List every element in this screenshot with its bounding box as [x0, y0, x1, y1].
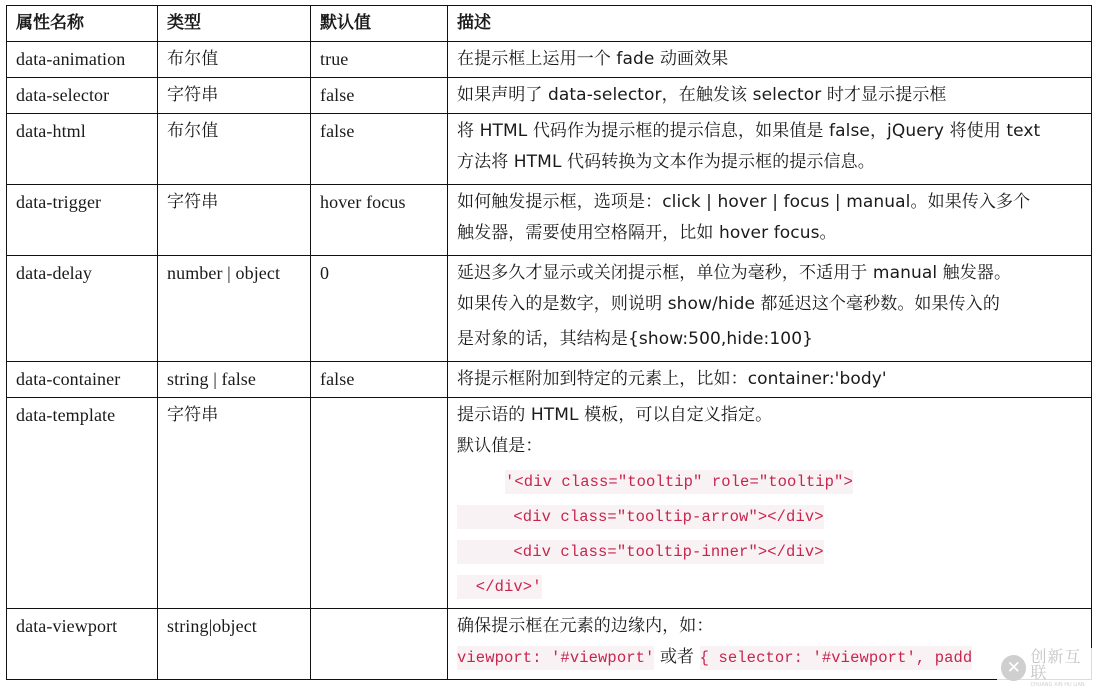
table-row: [7, 398, 1092, 609]
header-type: 类型: [158, 6, 311, 42]
code-snippet-selector: { selector: '#viewport', padd: [700, 646, 973, 670]
attr-default: false: [311, 362, 448, 398]
attr-default: [311, 398, 448, 609]
attr-name: data-selector: [7, 78, 158, 114]
code-snippet: '<div class="tooltip" role="tooltip">: [505, 470, 853, 494]
code-snippet: <div class="tooltip-inner"></div>: [457, 540, 824, 564]
code-line: [457, 499, 1082, 534]
description-line: 默认值是：: [457, 436, 543, 456]
description-line: 延迟多久才显示或关闭提示框，单位为毫秒，不适用于 manual 触发器。: [457, 263, 1012, 283]
header-description: 描述: [448, 6, 1092, 42]
attr-name: data-container: [7, 362, 158, 398]
description-line: 是对象的话，其结构是{show:500,hide:100}: [457, 329, 814, 349]
attr-description: [448, 185, 1092, 256]
code-snippet: </div>': [457, 575, 542, 599]
table-row: [7, 185, 1092, 256]
table-header-row: [7, 6, 1092, 42]
header-default: 默认值: [311, 6, 448, 42]
table-row: [7, 362, 1092, 398]
description-line: 方法将 HTML 代码转换为文本作为提示框的提示信息。: [457, 152, 875, 172]
attr-type: string | false: [158, 362, 311, 398]
description-line: 确保提示框在元素的边缘内，如：: [457, 616, 714, 636]
code-snippet-viewport: viewport: '#viewport': [457, 646, 654, 670]
attr-default: [311, 609, 448, 680]
watermark-text: 创新互联: [1030, 646, 1082, 682]
code-line: [457, 640, 1082, 675]
attr-type: string|object: [158, 609, 311, 680]
code-separator-text: 或者: [654, 647, 700, 667]
attr-type: 字符串: [158, 78, 311, 114]
attr-type: number | object: [158, 256, 311, 362]
table-row: [7, 609, 1092, 680]
description-line: 触发器，需要使用空格隔开，比如 hover focus。: [457, 223, 837, 243]
attr-description: [448, 398, 1092, 609]
description-line: 提示语的 HTML 模板，可以自定义指定。: [457, 405, 773, 425]
attr-name: data-animation: [7, 42, 158, 78]
attr-name: data-template: [7, 398, 158, 609]
attr-name: data-viewport: [7, 609, 158, 680]
watermark-text-group: [1030, 646, 1097, 688]
code-line: [457, 464, 1082, 499]
attr-type: 布尔值: [158, 42, 311, 78]
attr-type: 字符串: [158, 398, 311, 609]
table-row: [7, 42, 1092, 78]
attr-type: 布尔值: [158, 114, 311, 185]
table-row: [7, 78, 1092, 114]
attr-default: false: [311, 78, 448, 114]
attr-description: [448, 42, 1092, 78]
attr-default: true: [311, 42, 448, 78]
attr-description: [448, 362, 1092, 398]
code-line: [457, 569, 1082, 604]
attr-description: [448, 78, 1092, 114]
attr-type: 字符串: [158, 185, 311, 256]
description-line: 如果传入的是数字，则说明 show/hide 都延迟这个毫秒数。如果传入的: [457, 294, 1000, 314]
watermark-subtext: CHUANG XIN HU LIAN: [1030, 681, 1085, 688]
watermark: [997, 648, 1097, 688]
header-attribute-name: 属性名称: [7, 6, 158, 42]
code-snippet: <div class="tooltip-arrow"></div>: [457, 505, 824, 529]
table-row: [7, 256, 1092, 362]
attr-default: hover focus: [311, 185, 448, 256]
attr-name: data-trigger: [7, 185, 158, 256]
table-row: [7, 114, 1092, 185]
attr-description: [448, 114, 1092, 185]
description-line: 将 HTML 代码作为提示框的提示信息，如果值是 false，jQuery 将使用 text: [457, 121, 1041, 141]
attr-description: [448, 256, 1092, 362]
description-line: 将提示框附加到特定的元素上，比如：container:'body': [457, 369, 887, 389]
attr-name: data-html: [7, 114, 158, 185]
attr-description: [448, 609, 1092, 680]
attr-default: 0: [311, 256, 448, 362]
description-line: 如何触发提示框，选项是：click | hover | focus | manual。如果传入多个: [457, 192, 1031, 212]
description-line: 如果声明了 data-selector，在触发该 selector 时才显示提示框: [457, 85, 947, 105]
attr-name: data-delay: [7, 256, 158, 362]
brand-logo-icon: ✕: [1001, 655, 1026, 681]
code-line: [457, 534, 1082, 569]
tooltip-options-table: [6, 5, 1092, 680]
description-line: 在提示框上运用一个 fade 动画效果: [457, 49, 729, 69]
attr-default: false: [311, 114, 448, 185]
